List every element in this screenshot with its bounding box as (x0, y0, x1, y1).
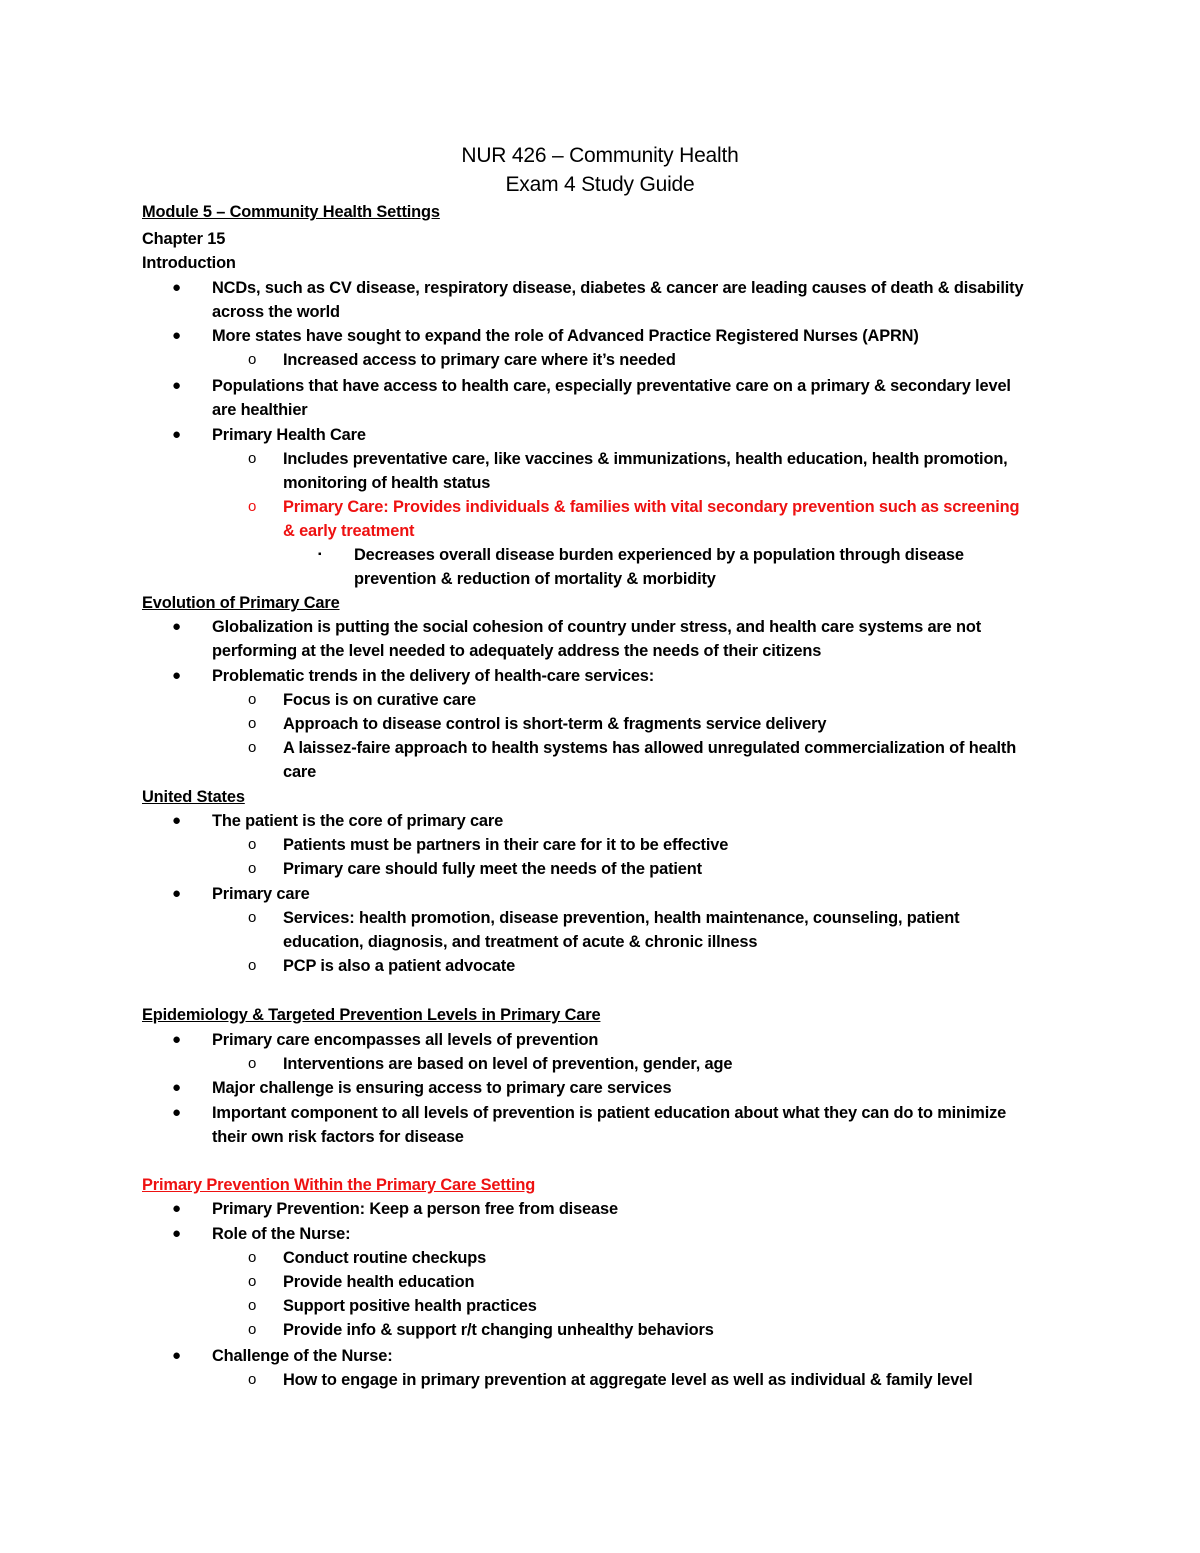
list-item: Important component to all levels of prevention is patient education about what they can do to minimize (212, 1104, 1007, 1122)
sub-list-item: Patients must be partners in their care for it to be effective (283, 836, 729, 854)
sub-list-item-continuation: monitoring of health status (283, 474, 491, 492)
circle-marker: o (248, 1371, 257, 1388)
sub-list-item-highlighted: Primary Care: Provides individuals & families with vital secondary prevention such as screening (283, 498, 1020, 516)
bullet-marker: ● (172, 426, 182, 443)
section-introduction: Introduction (142, 254, 236, 272)
list-item: Role of the Nurse: (212, 1225, 351, 1243)
circle-marker: o (248, 1249, 257, 1266)
circle-marker: o (248, 860, 257, 877)
list-item-continuation: performing at the level needed to adequately address the needs of their citizens (212, 642, 822, 660)
bullet-marker: ● (172, 1347, 182, 1364)
list-item: Problematic trends in the delivery of health-care services: (212, 667, 655, 685)
circle-marker: o (248, 909, 257, 926)
bullet-marker: ● (172, 618, 182, 635)
circle-marker: o (248, 1321, 257, 1338)
list-item: Major challenge is ensuring access to primary care services (212, 1079, 672, 1097)
study-guide-subtitle: Exam 4 Study Guide (505, 173, 695, 196)
list-item: Populations that have access to health care, especially preventative care on a primary & secondary level (212, 377, 1011, 395)
list-item-continuation: are healthier (212, 401, 308, 419)
bullet-marker: ● (172, 279, 182, 296)
circle-marker: o (248, 1297, 257, 1314)
bullet-marker: ● (172, 1225, 182, 1242)
list-item: Globalization is putting the social cohesion of country under stress, and health care systems are not (212, 618, 982, 636)
sub-list-item: Conduct routine checkups (283, 1249, 487, 1267)
bullet-marker: ● (172, 885, 182, 902)
sub-list-item-continuation: & early treatment (283, 522, 415, 540)
sub-list-item-continuation: care (283, 763, 317, 781)
bullet-marker: ● (172, 812, 182, 829)
circle-marker: o (248, 351, 257, 368)
list-item: Challenge of the Nurse: (212, 1347, 393, 1365)
bullet-marker: ● (172, 327, 182, 344)
bullet-marker: ● (172, 1031, 182, 1048)
list-item-continuation: their own risk factors for disease (212, 1128, 464, 1146)
circle-marker: o (248, 1055, 257, 1072)
sub-list-item: PCP is also a patient advocate (283, 957, 516, 975)
course-title: NUR 426 – Community Health (461, 144, 739, 167)
list-item: Primary care encompasses all levels of prevention (212, 1031, 599, 1049)
tertiary-list-item-continuation: prevention & reduction of mortality & morbidity (354, 570, 716, 588)
list-item: Primary Health Care (212, 426, 366, 444)
section-heading-evolution: Evolution of Primary Care (142, 594, 340, 612)
tertiary-list-item: Decreases overall disease burden experienced by a population through disease (354, 546, 964, 564)
chapter-label: Chapter 15 (142, 230, 226, 248)
list-item-continuation: across the world (212, 303, 340, 321)
bullet-marker: ● (172, 1104, 182, 1121)
bullet-marker: ● (172, 667, 182, 684)
sub-list-item: Increased access to primary care where it’s needed (283, 351, 676, 369)
circle-marker: o (248, 450, 257, 467)
list-item: The patient is the core of primary care (212, 812, 504, 830)
bullet-marker: ● (172, 377, 182, 394)
circle-marker: o (248, 498, 257, 515)
square-marker: ▪ (318, 549, 322, 560)
sub-list-item: A laissez-faire approach to health systems has allowed unregulated commercialization of health (283, 739, 1017, 757)
circle-marker: o (248, 836, 257, 853)
sub-list-item: Services: health promotion, disease prevention, health maintenance, counseling, patient (283, 909, 960, 927)
sub-list-item: Focus is on curative care (283, 691, 477, 709)
sub-list-item-continuation: education, diagnosis, and treatment of acute & chronic illness (283, 933, 758, 951)
sub-list-item: Provide health education (283, 1273, 475, 1291)
module-heading: Module 5 – Community Health Settings (142, 203, 440, 221)
sub-list-item: Provide info & support r/t changing unhealthy behaviors (283, 1321, 714, 1339)
list-item: Primary Prevention: Keep a person free from disease (212, 1200, 618, 1218)
list-item: Primary care (212, 885, 310, 903)
sub-list-item: Primary care should fully meet the needs of the patient (283, 860, 702, 878)
circle-marker: o (248, 1273, 257, 1290)
bullet-marker: ● (172, 1079, 182, 1096)
sub-list-item: Includes preventative care, like vaccines & immunizations, health education, health promotion, (283, 450, 1008, 468)
sub-list-item: Support positive health practices (283, 1297, 537, 1315)
circle-marker: o (248, 715, 257, 732)
sub-list-item: Approach to disease control is short-term & fragments service delivery (283, 715, 827, 733)
section-heading-primary-prevention: Primary Prevention Within the Primary Care Setting (142, 1176, 536, 1194)
bullet-marker: ● (172, 1200, 182, 1217)
section-heading-epidemiology: Epidemiology & Targeted Prevention Levels in Primary Care (142, 1006, 601, 1024)
section-heading-united-states: United States (142, 788, 245, 806)
sub-list-item: Interventions are based on level of prevention, gender, age (283, 1055, 733, 1073)
list-item: More states have sought to expand the role of Advanced Practice Registered Nurses (APRN) (212, 327, 919, 345)
sub-list-item: How to engage in primary prevention at aggregate level as well as individual & family level (283, 1371, 973, 1389)
circle-marker: o (248, 957, 257, 974)
circle-marker: o (248, 691, 257, 708)
circle-marker: o (248, 739, 257, 756)
list-item: NCDs, such as CV disease, respiratory disease, diabetes & cancer are leading causes of death & disability (212, 279, 1024, 297)
